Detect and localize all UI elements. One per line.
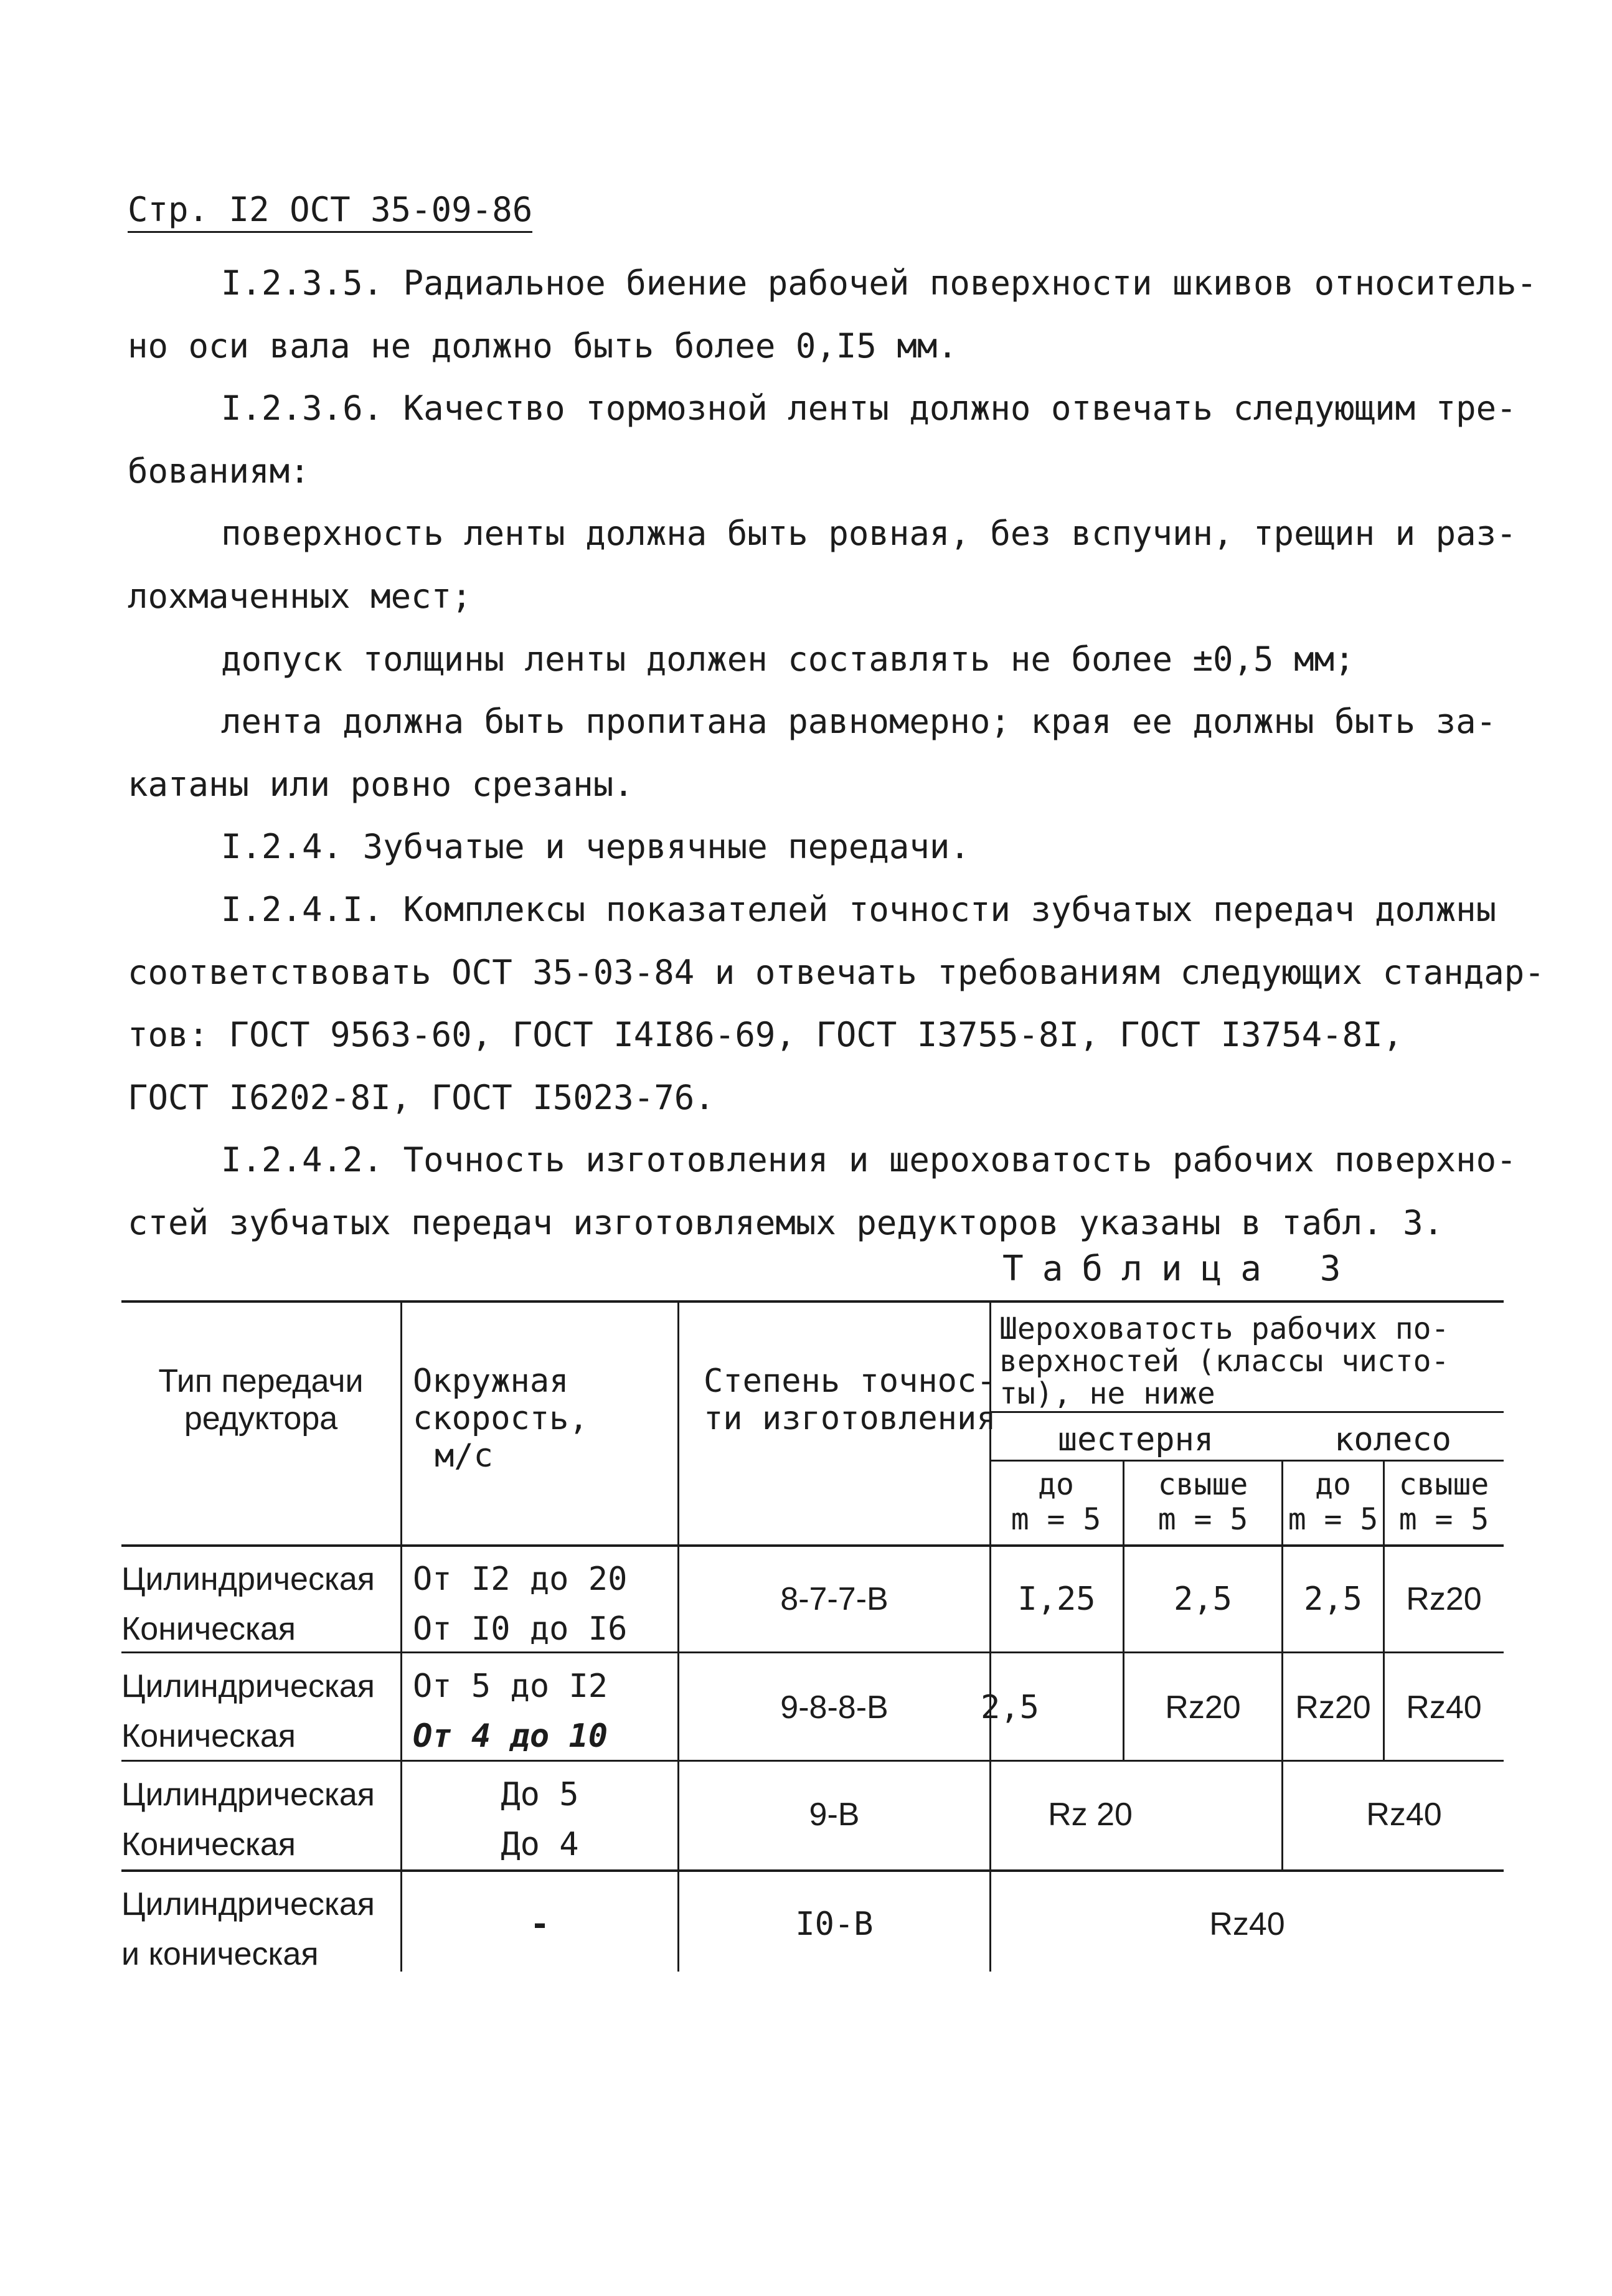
header-gear-type: [121, 1363, 400, 1437]
row-1-speed: [413, 1554, 627, 1654]
row-2-speed-line-2: От 4 до 10: [413, 1717, 608, 1755]
row-2-speed: [413, 1661, 608, 1761]
paragraph-line: стей зубчатых передач изготовляемых редукторов указаны в табл. 3.: [128, 1202, 1444, 1242]
subheader-wheel-up-to: [1283, 1467, 1383, 1537]
row-4-type-line-2: и коническая: [121, 1936, 319, 1972]
requirement-thickness: допуск толщины ленты должен составлять не более ±0,5 мм;: [221, 639, 1355, 679]
header-speed-line-2: скорость,: [413, 1400, 588, 1437]
header-accuracy-line-1: Степень точнос-: [704, 1363, 996, 1400]
col-1-rule: [400, 1300, 402, 1972]
header-roughness-line-3: ты), не ниже: [999, 1376, 1215, 1411]
row-1-gear-up-to: I,25: [1017, 1580, 1096, 1618]
paragraph-line: но оси вала не должно быть более 0,I5 мм.: [128, 326, 958, 366]
roughness-header-rule: [989, 1411, 1504, 1413]
row-3-wheel: Rz40: [1366, 1797, 1442, 1833]
subheader-wheel-up-to-l1: до: [1315, 1467, 1351, 1502]
table-top-rule: [121, 1300, 1504, 1303]
row-4-speed: -: [530, 1906, 550, 1943]
requirement-surface: поверхность ленты должна быть ровная, без вспучин, трещин и раз-: [221, 514, 1517, 554]
subheader-gear-up-to-l2: m = 5: [1011, 1502, 1101, 1537]
row-3-grade: 9-B: [809, 1797, 860, 1833]
paragraph-line: бованиям:: [128, 451, 310, 491]
header-speed-line-3: м/с: [435, 1437, 493, 1475]
row-1-type-line-2: Коническая: [121, 1611, 296, 1647]
paragraph-1-2-3-5: I.2.3.5. Радиальное биение рабочей поверхности шкивов относитель-: [221, 263, 1537, 303]
row-1-type-line-1: Цилиндрическая: [121, 1561, 375, 1597]
subheader-wheel-over-l1: свыше: [1398, 1467, 1489, 1502]
subheader-gear-up-to: [989, 1467, 1123, 1537]
header-gear-type-line-2: редуктора: [184, 1401, 338, 1437]
row-2-gear-over: Rz20: [1165, 1689, 1241, 1726]
row-3-type-line-1: Цилиндрическая: [121, 1777, 375, 1813]
row-2-wheel-over: Rz40: [1406, 1689, 1482, 1726]
table-3: [121, 1300, 1504, 1973]
paragraph-line: катаны или ровно срезаны.: [128, 764, 634, 804]
subheader-gear-over-l1: свыше: [1157, 1467, 1248, 1502]
page-header: Стр. I2 ОСТ 35-09-86: [128, 190, 532, 233]
header-bottom-rule: [121, 1544, 1504, 1547]
row-1-grade: 8-7-7-B: [780, 1581, 888, 1617]
subheader-wheel-up-to-l2: m = 5: [1288, 1502, 1379, 1537]
row-2-type: [121, 1661, 375, 1761]
table-caption: Таблица 3: [1002, 1249, 1360, 1289]
row-1-gear-over: 2,5: [1174, 1580, 1232, 1618]
paragraph-line: ГОСТ I6202-8I, ГОСТ I5023-76.: [128, 1077, 715, 1117]
row-3-speed-line-2: До 4: [501, 1826, 579, 1863]
row-4-type-line-1: Цилиндрическая: [121, 1886, 375, 1922]
row-4-roughness: Rz40: [1209, 1906, 1285, 1942]
row-3-type: [121, 1770, 375, 1869]
header-gear: шестерня: [1057, 1421, 1214, 1458]
header-roughness-line-1: Шероховатость рабочих по-: [999, 1311, 1449, 1346]
row-3-gear: Rz 20: [1048, 1797, 1133, 1833]
row-3-speed: [402, 1770, 677, 1869]
row-1-type: [121, 1554, 375, 1654]
paragraph-line: лохмаченных мест;: [128, 576, 472, 616]
header-speed-line-1: Окружная: [413, 1363, 569, 1400]
row-1-speed-line-1: От I2 до 20: [413, 1561, 628, 1598]
row-2-type-line-1: Цилиндрическая: [121, 1668, 375, 1704]
subheader-gear-over: [1124, 1467, 1282, 1537]
paragraph-1-2-4-2: I.2.4.2. Точность изготовления и шероховатость рабочих поверхно-: [221, 1140, 1517, 1180]
header-roughness-line-2: верхностей (классы чисто-: [999, 1344, 1449, 1379]
header-accuracy-grade: [704, 1363, 996, 1437]
row-3-type-line-2: Коническая: [121, 1826, 296, 1863]
subheader-rule: [989, 1460, 1504, 1462]
header-roughness: [999, 1313, 1449, 1410]
col-2-rule: [677, 1300, 679, 1972]
section-heading-1-2-4: I.2.4. Зубчатые и червячные передачи.: [221, 827, 970, 867]
body-text: [128, 252, 1545, 1255]
row-1-speed-line-2: От I0 до I6: [413, 1610, 628, 1648]
row-3-speed-line-1: До 5: [501, 1776, 579, 1813]
row-3-rule: [121, 1869, 1504, 1872]
gear-wheel-rule: [1281, 1761, 1283, 1869]
subheader-wheel-over-l2: m = 5: [1398, 1502, 1489, 1537]
subheader-wheel-over: [1384, 1467, 1504, 1537]
subheader-gear-up-to-l1: до: [1038, 1467, 1074, 1502]
header-accuracy-line-2: ти изготовления: [704, 1400, 996, 1437]
paragraph-line: соответствовать ОСТ 35-03-84 и отвечать требованиям следующих стандар-: [128, 952, 1545, 992]
subheader-gear-over-l2: m = 5: [1157, 1502, 1248, 1537]
row-1-wheel-up-to: 2,5: [1304, 1580, 1362, 1618]
header-wheel: колесо: [1334, 1421, 1451, 1458]
row-4-type: [121, 1879, 375, 1979]
requirement-impregnation: лента должна быть пропитана равномерно; края ее должны быть за-: [221, 702, 1497, 742]
header-speed: [413, 1363, 588, 1475]
row-1-wheel-over: Rz20: [1406, 1581, 1482, 1617]
row-4-grade: I0-B: [795, 1906, 874, 1943]
row-2-grade: 9-8-8-B: [780, 1689, 888, 1726]
row-2-type-line-2: Коническая: [121, 1718, 296, 1754]
paragraph-1-2-3-6: I.2.3.6. Качество тормозной ленты должно отвечать следующим тре-: [221, 389, 1517, 428]
row-2-wheel-up-to: Rz20: [1295, 1689, 1371, 1726]
header-gear-type-line-1: Тип передачи: [158, 1363, 364, 1399]
paragraph-1-2-4-1: I.2.4.I. Комплексы показателей точности зубчатых передач должны: [221, 889, 1497, 929]
paragraph-line: тов: ГОСТ 9563-60, ГОСТ I4I86-69, ГОСТ I3755-8I, ГОСТ I3754-8I,: [128, 1015, 1403, 1055]
row-2-speed-line-1: От 5 до I2: [413, 1668, 608, 1705]
row-2-gear-up-to: 2,5: [981, 1689, 1039, 1726]
